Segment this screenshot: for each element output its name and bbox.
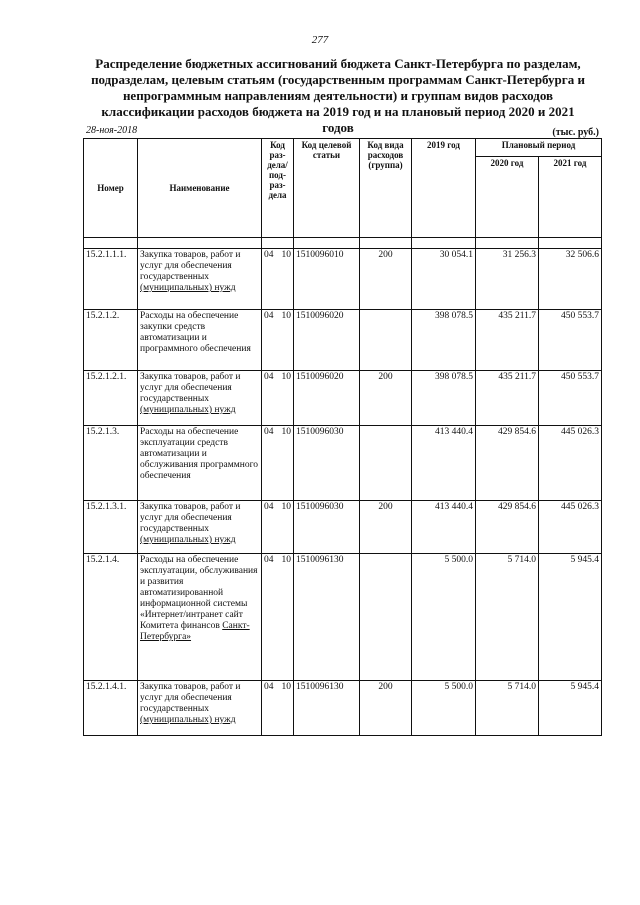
header-planned: Плановый период (476, 139, 602, 157)
header-name: Наименование (138, 139, 262, 238)
row-number (84, 501, 138, 554)
row-number (84, 249, 138, 310)
table-row (84, 681, 602, 736)
row-razd-split (264, 311, 291, 322)
row-podrazd-code: 10 (281, 682, 291, 692)
row-name-text: Закупка товаров, работ и услуг для обеспечения государственных (140, 250, 241, 282)
row-name-text: Закупка товаров, работ и услуг для обеспечения государственных (140, 682, 241, 714)
row-2019 (412, 554, 476, 681)
row-name-text: Расходы на обеспечение закупки средств автоматизации и программного обеспечения (140, 311, 251, 354)
row-vid (360, 554, 412, 681)
row-razd (262, 681, 294, 736)
row-name (138, 249, 262, 310)
row-name-text: Расходы на обеспечение эксплуатации средств автоматизации и обслуживания программного обеспечения (140, 427, 259, 481)
row-name (138, 371, 262, 426)
row-podrazd-code: 10 (281, 555, 291, 565)
row-2019 (412, 681, 476, 736)
row-razd (262, 371, 294, 426)
row-cel (294, 310, 360, 371)
row-vid (360, 681, 412, 736)
row-vid (360, 249, 412, 310)
row-2020 (476, 681, 539, 736)
row-razd-code: 04 (264, 502, 274, 512)
row-2020 (476, 426, 539, 501)
row-podrazd-code: 10 (281, 311, 291, 321)
row-razd-split (264, 250, 291, 261)
row-cel-text: 1510096130 (296, 682, 344, 692)
row-number (84, 371, 138, 426)
header-num: Номер (84, 139, 138, 238)
row-razd-split (264, 682, 291, 693)
row-2019-text: 398 078.5 (435, 311, 473, 321)
table-row (84, 371, 602, 426)
row-number-text: 15.2.1.3.1. (86, 502, 127, 512)
row-2020 (476, 554, 539, 681)
row-razd (262, 310, 294, 371)
table-row (84, 310, 602, 371)
row-2021 (539, 681, 602, 736)
row-2020-text: 31 256.3 (502, 250, 536, 260)
row-number (84, 310, 138, 371)
row-name (138, 681, 262, 736)
row-razd (262, 426, 294, 501)
row-2019 (412, 426, 476, 501)
row-cel-text: 1510096130 (296, 555, 344, 565)
row-2019-text: 413 440.4 (435, 427, 473, 437)
document-date: 28-ноя-2018 (86, 125, 138, 136)
row-vid (360, 310, 412, 371)
row-razd-code: 04 (264, 250, 274, 260)
row-number (84, 554, 138, 681)
row-2021 (539, 426, 602, 501)
row-cel (294, 426, 360, 501)
row-2019 (412, 501, 476, 554)
row-razd (262, 554, 294, 681)
row-2019 (412, 371, 476, 426)
row-name-underlined: (муниципальных) нужд (140, 283, 236, 293)
row-2019 (412, 249, 476, 310)
row-2021-text: 32 506.6 (565, 250, 599, 260)
header-razd: Код раз-дела/ под-раз-дела (262, 139, 294, 238)
row-razd-code: 04 (264, 555, 274, 565)
row-razd-split (264, 502, 291, 513)
row-vid-text: 200 (378, 502, 393, 512)
row-vid (360, 501, 412, 554)
row-vid-text: 200 (378, 250, 393, 260)
row-vid-text: 200 (378, 372, 393, 382)
page-number: 277 (311, 34, 329, 46)
row-2021-text: 445 026.3 (561, 502, 599, 512)
row-razd-code: 04 (264, 311, 274, 321)
row-razd-code: 04 (264, 682, 274, 692)
row-2019-text: 413 440.4 (435, 502, 473, 512)
row-razd-split (264, 427, 291, 438)
row-name-text: Закупка товаров, работ и услуг для обеспечения государственных (140, 372, 241, 404)
row-cel (294, 501, 360, 554)
row-cel-text: 1510096020 (296, 311, 344, 321)
row-2021-text: 5 945.4 (570, 682, 599, 692)
row-2020 (476, 249, 539, 310)
row-2021-text: 450 553.7 (561, 372, 599, 382)
row-number (84, 426, 138, 501)
row-2020 (476, 371, 539, 426)
table-spacer-row (84, 238, 602, 249)
row-2019-text: 5 500.0 (444, 555, 473, 565)
document-title: Распределение бюджетных ассигнований бюджета Санкт-Петербурга по разделам, подразделам, целевым статьям (государственным программам Санкт-Петербурга и непрограммным направлениям деятельности) и группам видов расходов классификации расходов бюджета на 2019 год и на плановый период 2020 и 2021 годов (91, 56, 585, 135)
row-2021 (539, 501, 602, 554)
row-name (138, 554, 262, 681)
row-2020-text: 5 714.0 (507, 682, 536, 692)
row-cel-text: 1510096030 (296, 502, 344, 512)
row-2019-text: 398 078.5 (435, 372, 473, 382)
row-razd (262, 249, 294, 310)
row-cel (294, 681, 360, 736)
row-number (84, 681, 138, 736)
table-row (84, 249, 602, 310)
row-number-text: 15.2.1.2.1. (86, 372, 127, 382)
row-podrazd-code: 10 (281, 502, 291, 512)
row-2021-text: 5 945.4 (570, 555, 599, 565)
row-cel-text: 1510096010 (296, 250, 344, 260)
row-name-text: Расходы на обеспечение эксплуатации, обслуживания и развития автоматизированной информационной системы «Интернет/интранет сайт Комитета финансов (140, 555, 258, 631)
row-number-text: 15.2.1.4.1. (86, 682, 127, 692)
row-podrazd-code: 10 (281, 372, 291, 382)
table-header-row (84, 139, 602, 157)
row-razd-code: 04 (264, 372, 274, 382)
budget-table (83, 138, 602, 736)
row-razd-split (264, 372, 291, 383)
row-cel (294, 371, 360, 426)
row-razd-code: 04 (264, 427, 274, 437)
header-2021: 2021 год (539, 157, 602, 238)
row-2019-text: 5 500.0 (444, 682, 473, 692)
row-podrazd-code: 10 (281, 427, 291, 437)
row-name-underlined: Санкт-Петербурга» (140, 621, 250, 642)
header-cel: Код целевой статьи (294, 139, 360, 238)
row-2021 (539, 249, 602, 310)
row-2020-text: 435 211.7 (498, 311, 536, 321)
row-2019 (412, 310, 476, 371)
row-name (138, 426, 262, 501)
row-2020 (476, 501, 539, 554)
table-row (84, 501, 602, 554)
row-name-underlined: (муниципальных) нужд (140, 535, 236, 545)
row-cel (294, 249, 360, 310)
row-2020-text: 435 211.7 (498, 372, 536, 382)
row-cel-text: 1510096020 (296, 372, 344, 382)
row-podrazd-code: 10 (281, 250, 291, 260)
row-vid (360, 371, 412, 426)
row-2021 (539, 310, 602, 371)
row-name (138, 501, 262, 554)
row-razd-split (264, 555, 291, 566)
row-2020-text: 5 714.0 (507, 555, 536, 565)
row-2020-text: 429 854.6 (498, 502, 536, 512)
units-label: (тыс. руб.) (552, 127, 599, 138)
header-2019: 2019 год (412, 139, 476, 238)
row-name-text: Закупка товаров, работ и услуг для обеспечения государственных (140, 502, 241, 534)
row-2021 (539, 371, 602, 426)
row-name-underlined: (муниципальных) нужд (140, 405, 236, 415)
table-row (84, 426, 602, 501)
row-number-text: 15.2.1.4. (86, 555, 120, 565)
row-cel-text: 1510096030 (296, 427, 344, 437)
row-razd (262, 501, 294, 554)
row-cel (294, 554, 360, 681)
row-number-text: 15.2.1.2. (86, 311, 120, 321)
row-2020-text: 429 854.6 (498, 427, 536, 437)
row-2021-text: 450 553.7 (561, 311, 599, 321)
row-2021-text: 445 026.3 (561, 427, 599, 437)
row-vid-text: 200 (378, 682, 393, 692)
row-number-text: 15.2.1.3. (86, 427, 120, 437)
row-name-underlined: (муниципальных) нужд (140, 715, 236, 725)
header-vid: Код вида расходов (группа) (360, 139, 412, 238)
row-name (138, 310, 262, 371)
row-vid (360, 426, 412, 501)
row-2020 (476, 310, 539, 371)
row-number-text: 15.2.1.1.1. (86, 250, 127, 260)
row-2021 (539, 554, 602, 681)
header-2020: 2020 год (476, 157, 539, 238)
row-2019-text: 30 054.1 (439, 250, 473, 260)
table-row (84, 554, 602, 681)
